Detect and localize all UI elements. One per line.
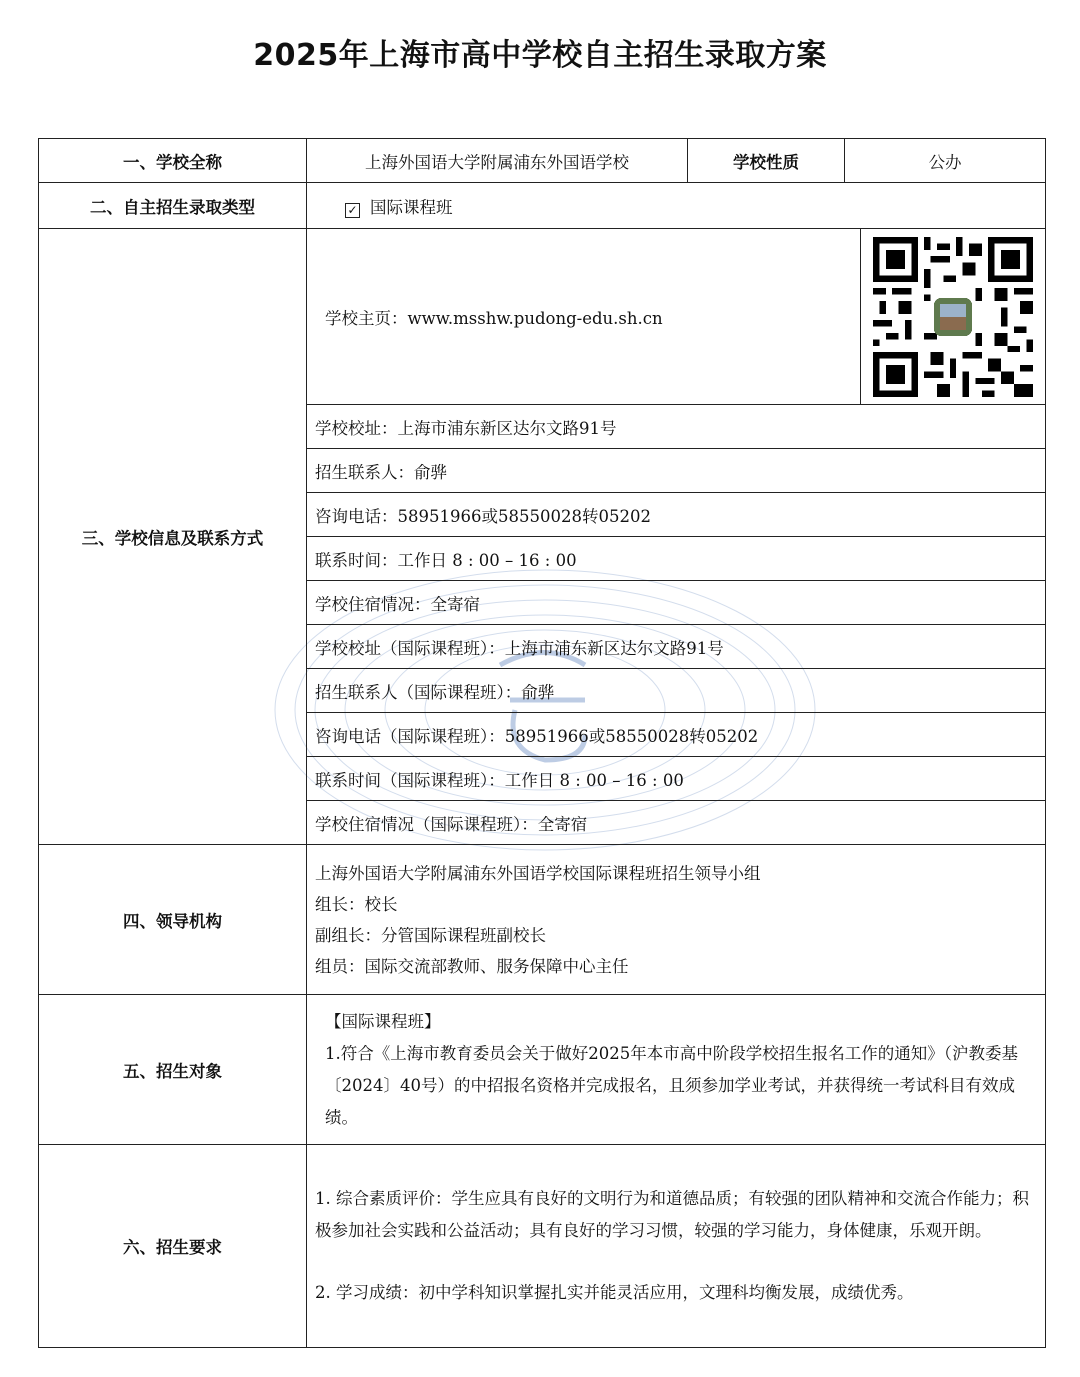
leadership-line: 上海外国语大学附属浦东外国语学校国际课程班招生领导小组	[315, 863, 761, 883]
contact-row-text: 招生联系人（国际课程班）：俞骅	[307, 669, 1046, 713]
contact-row-text: 学校住宿情况（国际课程班）：全寄宿	[307, 801, 1046, 845]
target-heading: 【国际课程班】	[325, 1011, 441, 1031]
qr-code-icon	[873, 237, 1033, 397]
requirements-label: 六、招生要求	[39, 1145, 307, 1348]
requirements-content	[307, 1145, 1046, 1348]
school-name-label: 一、学校全称	[39, 139, 307, 183]
contact-row-text: 学校住宿情况：全寄宿	[307, 581, 1046, 625]
contact-row-text: 咨询电话：58951966或58550028转05202	[307, 493, 1046, 537]
leadership-line: 组员：国际交流部教师、服务保障中心主任	[315, 956, 629, 976]
admission-type-label: 二、自主招生录取类型	[39, 183, 307, 229]
homepage-text: 学校主页：www.msshw.pudong-edu.sh.cn	[307, 229, 861, 405]
contact-row-text: 招生联系人：俞骅	[307, 449, 1046, 493]
qr-cell	[861, 229, 1046, 405]
contact-row-text: 学校校址：上海市浦东新区达尔文路91号	[307, 405, 1046, 449]
admission-type-row	[39, 183, 1046, 229]
requirement-item: 1. 综合素质评价：学生应具有良好的文明行为和道德品质；有较强的团队精神和交流合作能力；积极参加社会实践和公益活动；具有良好的学习习惯，较强的学习能力，身体健康，乐观开朗。	[315, 1189, 1029, 1240]
school-nature-value: 公办	[845, 139, 1046, 183]
school-name-value: 上海外国语大学附属浦东外国语学校	[307, 139, 688, 183]
contact-row-text: 学校校址（国际课程班）：上海市浦东新区达尔文路91号	[307, 625, 1046, 669]
contact-label: 三、学校信息及联系方式	[39, 229, 307, 845]
leadership-row	[39, 845, 1046, 995]
page-title: 2025年上海市高中学校自主招生录取方案	[253, 38, 827, 73]
leadership-label: 四、领导机构	[39, 845, 307, 995]
homepage-row	[39, 229, 1046, 405]
admission-form-table	[38, 138, 1046, 1348]
school-name-row	[39, 139, 1046, 183]
target-text: 1.符合《上海市教育委员会关于做好2025年本市高中阶段学校招生报名工作的通知》（沪教委基〔2024〕40号）的中招报名资格并完成报名，且须参加学业考试，并获得统一考试科目有效成绩。	[325, 1043, 1018, 1127]
target-row	[39, 995, 1046, 1145]
checkbox-checked-icon: ✓	[345, 203, 360, 218]
requirement-item: 2. 学习成绩：初中学科知识掌握扎实并能灵活应用，文理科均衡发展，成绩优秀。	[315, 1283, 914, 1302]
leadership-line: 副组长：分管国际课程班副校长	[315, 925, 546, 945]
leadership-content	[307, 845, 1046, 995]
contact-row-text: 联系时间：工作日 8 : 00 – 16 : 00	[307, 537, 1046, 581]
leadership-line: 组长：校长	[315, 894, 398, 914]
target-label: 五、招生对象	[39, 995, 307, 1145]
target-content	[307, 995, 1046, 1145]
requirements-row	[39, 1145, 1046, 1348]
admission-type-value	[307, 183, 1046, 229]
admission-type-option: 国际课程班	[370, 197, 453, 217]
contact-row-text: 联系时间（国际课程班）：工作日 8 : 00 – 16 : 00	[307, 757, 1046, 801]
school-nature-label: 学校性质	[688, 139, 845, 183]
contact-row-text: 咨询电话（国际课程班）：58951966或58550028转05202	[307, 713, 1046, 757]
